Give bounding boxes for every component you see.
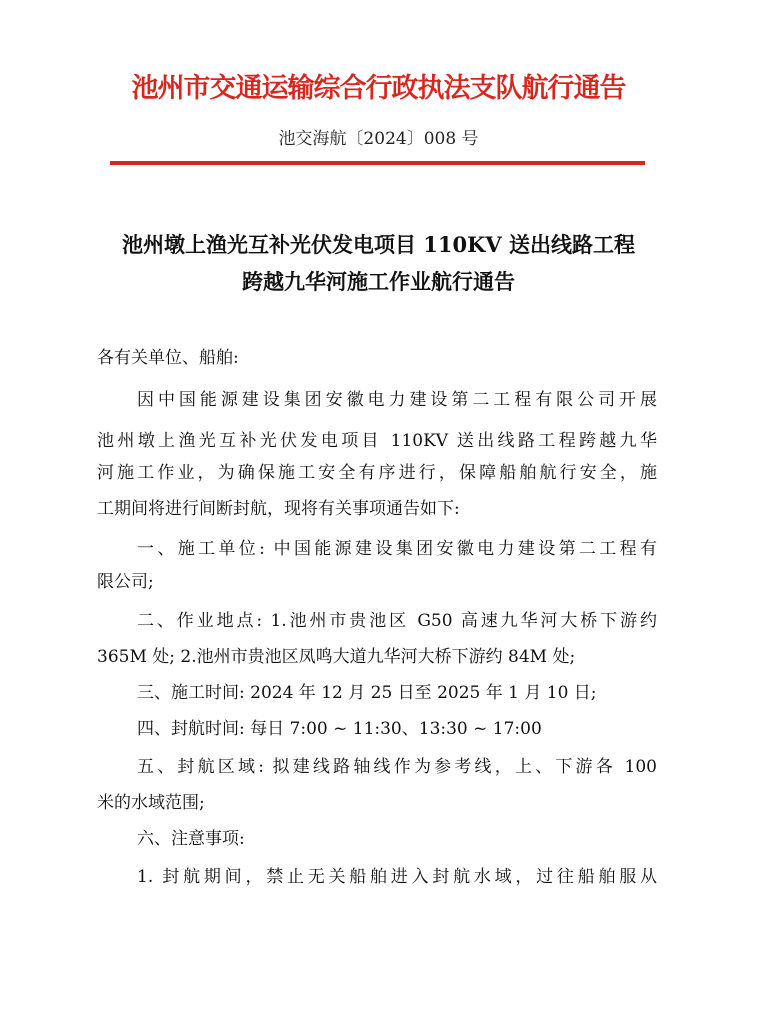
intro-line-1: 因中国能源建设集团安徽电力建设第二工程有限公司开展 [137,390,657,410]
item-1-line-1: 一、施工单位: 中国能源建设集团安徽电力建设第二工程有 [137,539,657,559]
red-header-rule [110,161,645,165]
intro-line-4: 工期间将进行间断封航，现将有关事项通告如下: [97,499,460,519]
item-5-line-2: 米的水域范围; [97,793,205,813]
intro-line-3: 河施工作业，为确保施工安全有序进行，保障船舶航行安全，施 [97,463,657,483]
note-1-line-1: 1. 封航期间，禁止无关船舶进入封航水域，过往船舶服从 [137,867,657,887]
item-1-line-2: 限公司; [97,572,154,592]
intro-line-2: 池州墩上渔光互补光伏发电项目 110KV 送出线路工程跨越九华 [97,431,657,451]
item-2-line-2: 365M 处; 2.池州市贵池区凤鸣大道九华河大桥下游约 84M 处; [97,647,576,667]
item-2-line-1: 二、作业地点: 1.池州市贵池区 G50 高速九华河大桥下游约 [137,611,657,631]
notice-title-line-1: 池州墩上渔光互补光伏发电项目 110KV 送出线路工程 [121,232,635,257]
item-5-line-1: 五、封航区域: 拟建线路轴线作为参考线，上、下游各 100 [137,757,657,777]
notice-title-line-2: 跨越九华河施工作业航行通告 [242,269,515,294]
document-number: 池交海航〔2024〕008 号 [278,129,479,149]
item-3: 三、施工时间: 2024 年 12 月 25 日至 2025 年 1 月 10 日; [137,683,597,703]
item-6: 六、注意事项: [137,829,245,849]
agency-header-title: 池州市交通运输综合行政执法支队航行通告 [131,73,626,104]
item-4: 四、封航时间: 每日 7:00 ~ 11:30、13:30 ~ 17:00 [137,719,542,739]
salutation: 各有关单位、船舶: [97,348,239,368]
